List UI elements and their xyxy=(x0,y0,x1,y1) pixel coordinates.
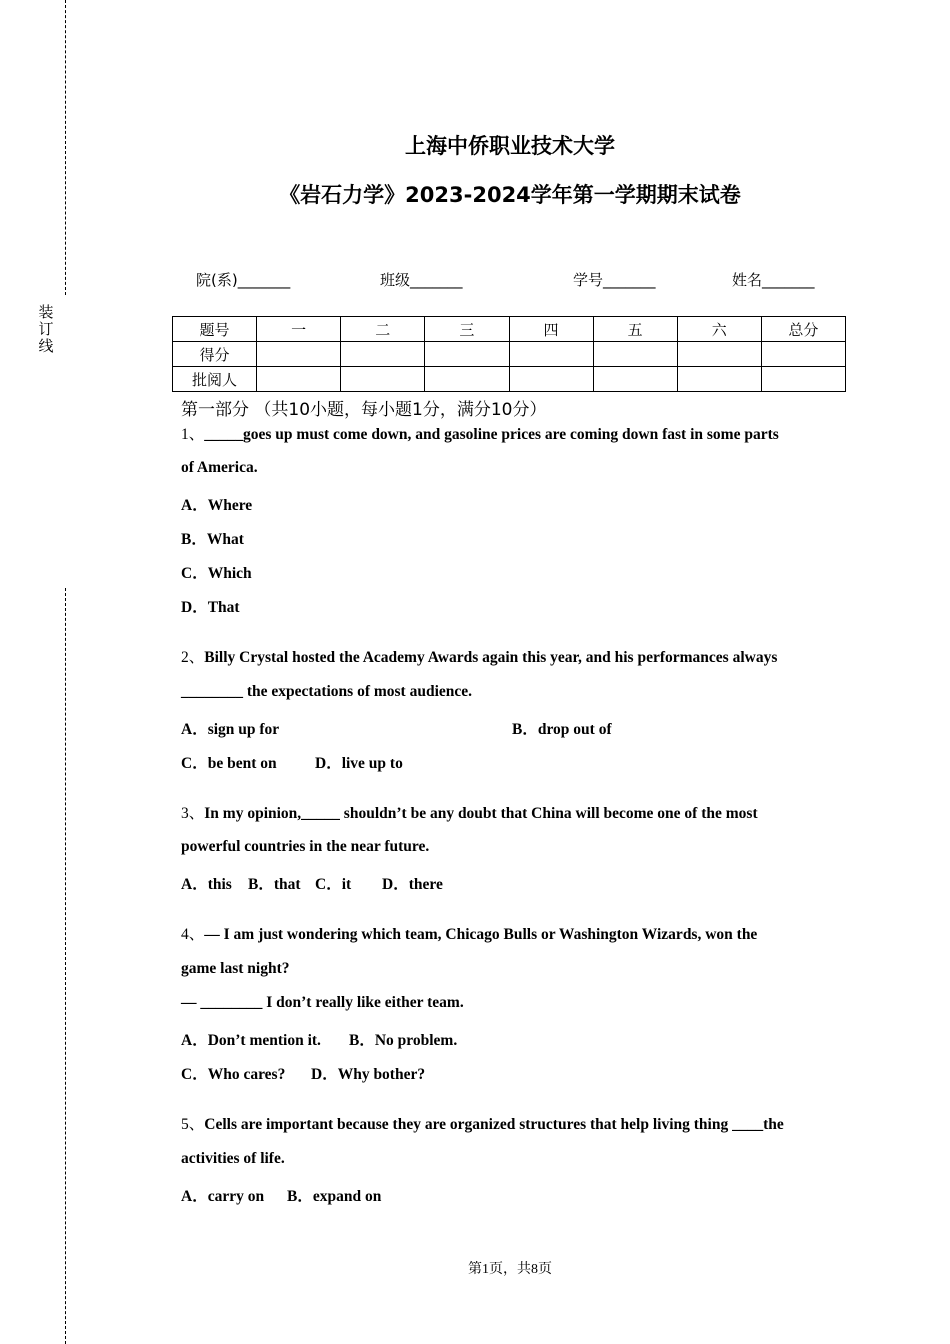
question-line xyxy=(181,422,779,444)
question-number: 2、 xyxy=(181,649,205,666)
score-cell[interactable] xyxy=(677,367,761,392)
question-line: activities of life. xyxy=(181,1150,285,1167)
score-header-cell: 总分 xyxy=(761,317,845,342)
question-text: _____goes up must come down, and gasoline prices are coming down fast in some parts xyxy=(204,426,779,443)
score-cell[interactable] xyxy=(341,342,425,367)
question-line: of America. xyxy=(181,459,258,476)
score-header-cell: 四 xyxy=(509,317,593,342)
binding-char: 线 xyxy=(38,337,54,355)
score-cell[interactable] xyxy=(761,367,845,392)
option-d[interactable]: D．Why bother? xyxy=(311,1066,426,1083)
option-c[interactable]: C．be bent on xyxy=(181,755,277,772)
section-title: 第一部分 （共10小题，每小题1分，满分10分） xyxy=(181,400,547,420)
score-header-cell: 三 xyxy=(425,317,509,342)
score-table-row xyxy=(173,342,846,367)
class-field[interactable]: 班级_______ xyxy=(380,271,463,289)
binding-char: 订 xyxy=(38,320,54,338)
option-b[interactable]: B．drop out of xyxy=(512,721,612,738)
option-c[interactable]: C．Which xyxy=(181,565,252,582)
student-info-row xyxy=(0,269,950,291)
score-header-cell: 题号 xyxy=(173,317,257,342)
option-a[interactable]: A．Don’t mention it. xyxy=(181,1032,321,1049)
option-d[interactable]: D．That xyxy=(181,599,240,616)
question-text: In my opinion,_____ shouldn’t be any doubt that China will become one of the most xyxy=(204,805,758,822)
score-cell[interactable] xyxy=(677,342,761,367)
question-line xyxy=(181,922,757,944)
score-cell[interactable] xyxy=(425,342,509,367)
score-row-label: 批阅人 xyxy=(173,367,257,392)
question-line: — ________ I don’t really like either team. xyxy=(181,994,464,1011)
score-header-cell: 二 xyxy=(341,317,425,342)
score-cell[interactable] xyxy=(257,367,341,392)
option-c[interactable]: C．Who cares? xyxy=(181,1066,286,1083)
question-number: 5、 xyxy=(181,1116,205,1133)
question-text: Billy Crystal hosted the Academy Awards again this year, and his performances always xyxy=(204,649,778,666)
option-d[interactable]: D．live up to xyxy=(315,755,403,772)
exam-course-title: 《岩石力学》2023-2024学年第一学期期末试卷 xyxy=(279,183,741,207)
question-number: 1、 xyxy=(181,426,205,443)
question-text: — I am just wondering which team, Chicago Bulls or Washington Wizards, won the xyxy=(204,926,758,943)
option-b[interactable]: B．that xyxy=(248,876,301,893)
question-number: 4、 xyxy=(181,926,205,943)
score-cell[interactable] xyxy=(761,342,845,367)
score-cell[interactable] xyxy=(593,342,677,367)
score-header-cell: 一 xyxy=(257,317,341,342)
score-table-row xyxy=(173,367,846,392)
score-cell[interactable] xyxy=(509,367,593,392)
score-table xyxy=(172,316,846,392)
question-text: Cells are important because they are organized structures that help living thing ____the xyxy=(204,1116,784,1133)
question-line xyxy=(181,1112,784,1134)
score-header-cell: 五 xyxy=(593,317,677,342)
option-b[interactable]: B．No problem. xyxy=(349,1032,458,1049)
option-c[interactable]: C．it xyxy=(315,876,352,893)
score-cell[interactable] xyxy=(593,367,677,392)
option-a[interactable]: A．sign up for xyxy=(181,721,280,738)
student-id-field[interactable]: 学号_______ xyxy=(573,271,656,289)
score-table-header-row xyxy=(173,317,846,342)
option-b[interactable]: B．What xyxy=(181,531,244,548)
question-line: ________ the expectations of most audience. xyxy=(181,683,473,700)
question-number: 3、 xyxy=(181,805,205,822)
option-a[interactable]: A．Where xyxy=(181,497,253,514)
binding-char: 装 xyxy=(38,303,54,321)
question-line: powerful countries in the near future. xyxy=(181,838,430,855)
score-header-cell: 六 xyxy=(677,317,761,342)
department-field[interactable]: 院(系)_______ xyxy=(196,271,291,289)
option-a[interactable]: A．this xyxy=(181,876,232,893)
binding-label xyxy=(38,304,54,355)
exam-school-title: 上海中侨职业技术大学 xyxy=(405,134,615,158)
score-cell[interactable] xyxy=(509,342,593,367)
name-field[interactable]: 姓名_______ xyxy=(732,271,815,289)
option-a[interactable]: A．carry on xyxy=(181,1188,265,1205)
page-footer: 第1页，共8页 xyxy=(468,1262,552,1277)
question-line xyxy=(181,645,777,667)
question-line xyxy=(181,801,758,823)
option-d[interactable]: D．there xyxy=(382,876,443,893)
score-cell[interactable] xyxy=(341,367,425,392)
score-row-label: 得分 xyxy=(173,342,257,367)
binding-line-bottom xyxy=(65,588,66,1344)
question-line: game last night? xyxy=(181,960,290,977)
score-cell[interactable] xyxy=(257,342,341,367)
option-b[interactable]: B．expand on xyxy=(287,1188,382,1205)
score-cell[interactable] xyxy=(425,367,509,392)
